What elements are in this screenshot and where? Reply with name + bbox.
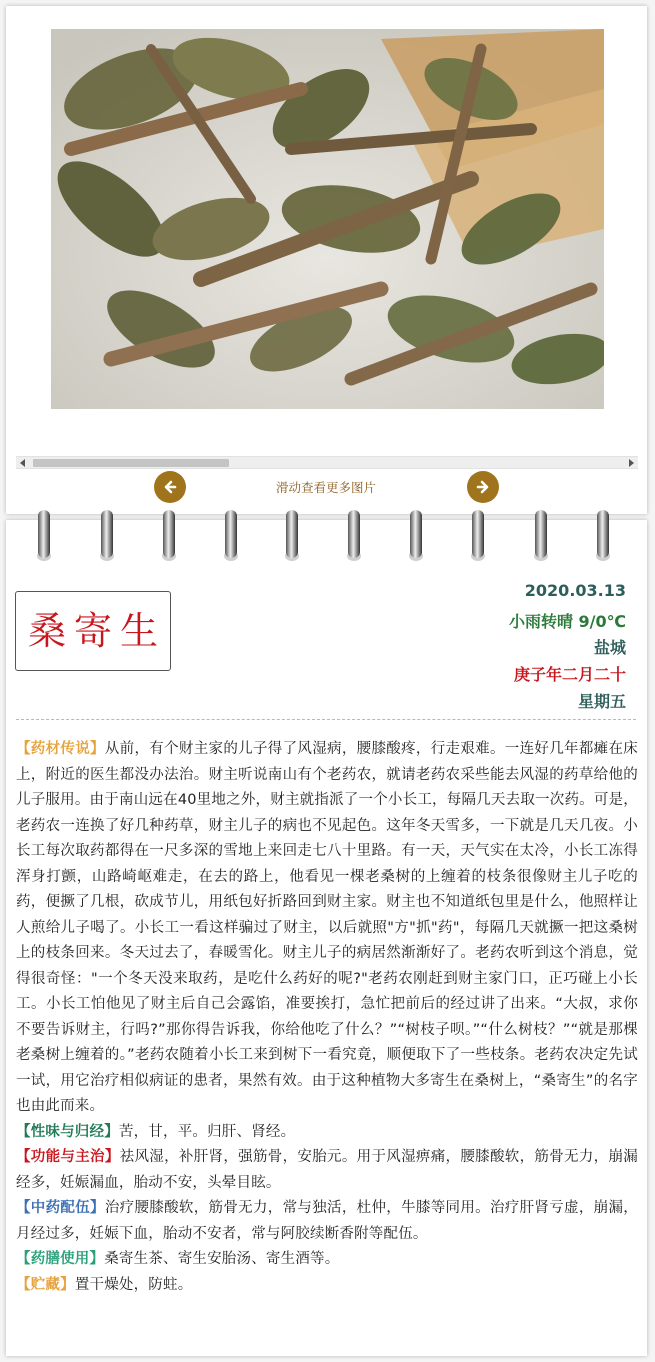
arrow-right-icon bbox=[475, 479, 491, 495]
next-image-button[interactable] bbox=[467, 471, 499, 503]
article-content bbox=[16, 737, 638, 1298]
dried-herb-image bbox=[51, 29, 604, 409]
swipe-hint: 滑动查看更多图片 bbox=[275, 480, 376, 495]
section-text: 祛风湿，补肝肾，强筋骨，安胎元。用于风湿痹痛，腰膝酸软，筋骨无力，崩漏经多，妊娠漏血，胎动不安，头晕目眩。 bbox=[16, 1149, 638, 1191]
section-tag: 【中药配伍】 bbox=[16, 1200, 105, 1216]
binding-ring bbox=[595, 510, 611, 564]
section-paragraph bbox=[16, 1273, 638, 1299]
previous-image-button[interactable] bbox=[154, 471, 186, 503]
herb-photo bbox=[51, 29, 604, 409]
calendar-card bbox=[6, 520, 647, 1356]
section-tag: 【贮藏】 bbox=[16, 1276, 75, 1293]
binding-ring bbox=[161, 510, 177, 564]
binding-ring bbox=[36, 510, 52, 564]
weekday-text: 星期五 bbox=[577, 692, 626, 711]
binding-ring bbox=[284, 510, 300, 564]
scroll-left-arrow-icon[interactable] bbox=[20, 459, 25, 467]
weather-text: 小雨转晴 9/0℃ bbox=[508, 612, 626, 631]
scroll-right-arrow-icon[interactable] bbox=[629, 459, 634, 467]
section-tag: 【药膳使用】 bbox=[16, 1251, 105, 1267]
city-text: 盐城 bbox=[593, 638, 626, 657]
binding-ring bbox=[99, 510, 115, 564]
herb-name-stamp bbox=[15, 591, 171, 671]
section-text: 从前，有个财主家的儿子得了风湿病，腰膝酸疼，行走艰难。一连好几年都瘫在床上，附近的医生都没办法治。财主听说南山有个老药农，就请老药农采些能去风湿的药草给他的儿子服用。由于南山远在40里地之外，财主就指派了一个小长工，每隔几天去取一次药。可是，老药农一连换了好几种药草，财主儿子的病也不见起色。这年冬天雪多，一下就是几天几夜。小长工每次取药都得在一尺多深的雪地上来回走七八十里路。有一天，天气实在太冷，小长工冻得浑身打颤，山路崎岖难走，在去的路上，他看见一棵老桑树的上缠着的枝条很像财主儿子吃的药，便撅了几根，砍成节儿，用纸包好折路回到财主家。财主也不知道纸包里是什么，他照样让人煎给儿子喝了。小长工一看这样骗过了财主，以后就照"方"抓"药"，每隔几天就撅一把这桑树上的枝条回来。冬天过去了，春暖雪化。财主儿子的病居然渐渐好了。老药农听到这个消息，觉得很奇怪："一个冬天没来取药，是吃什么药好的呢?"老药农刚赶到财主家门口，正巧碰上小长工。小长工怕他见了财主后自己会露馅，准要挨打，急忙把前后的经过讲了出来。“大叔，求你不要告诉财主，行吗?”那你得告诉我，你给他吃了什么？”“树枝子呗。”“什么树枝？”“就是那棵老桑树上缠着的。”老药农随着小长工来到树下一看究竟，顺便取下了一些枝条。老药农决定先试一试，用它治疗相似病证的患者，果然有效。由于这种植物大多寄生在桑树上，“桑寄生”的名字也由此而来。 bbox=[16, 741, 638, 1114]
horizontal-scrollbar[interactable] bbox=[16, 456, 638, 469]
section-paragraph bbox=[16, 737, 638, 1120]
section-tag: 【性味与归经】 bbox=[16, 1123, 119, 1140]
section-paragraph bbox=[16, 1120, 638, 1146]
section-tag: 【功能与主治】 bbox=[16, 1149, 120, 1165]
binding-ring bbox=[408, 510, 424, 564]
section-paragraph bbox=[16, 1196, 638, 1247]
arrow-left-icon bbox=[162, 479, 178, 495]
section-text: 桑寄生茶、寄生安胎汤、寄生酒等。 bbox=[104, 1251, 340, 1267]
image-gallery-card bbox=[6, 6, 647, 514]
dashed-divider bbox=[16, 719, 636, 720]
section-paragraph bbox=[16, 1145, 638, 1196]
scroll-thumb[interactable] bbox=[33, 459, 229, 467]
stamp-text: 桑寄生 bbox=[28, 609, 167, 653]
binding-ring bbox=[223, 510, 239, 564]
binding-ring bbox=[470, 510, 486, 564]
binding-ring bbox=[533, 510, 549, 564]
date-text: 2020.03.13 bbox=[524, 581, 626, 600]
section-text: 苦，甘，平。归肝、肾经。 bbox=[118, 1123, 296, 1140]
section-text: 置干燥处，防蛀。 bbox=[74, 1276, 193, 1293]
binding-ring bbox=[346, 510, 362, 564]
section-text: 治疗腰膝酸软，筋骨无力，常与独活，杜仲，牛膝等同用。治疗肝肾亏虚，崩漏，月经过多，妊娠下血，胎动不安者，常与阿胶续断香附等配伍。 bbox=[16, 1200, 638, 1242]
section-tag: 【药材传说】 bbox=[16, 741, 105, 757]
section-paragraph bbox=[16, 1247, 638, 1273]
lunar-date-text: 庚子年二月二十 bbox=[513, 665, 626, 684]
